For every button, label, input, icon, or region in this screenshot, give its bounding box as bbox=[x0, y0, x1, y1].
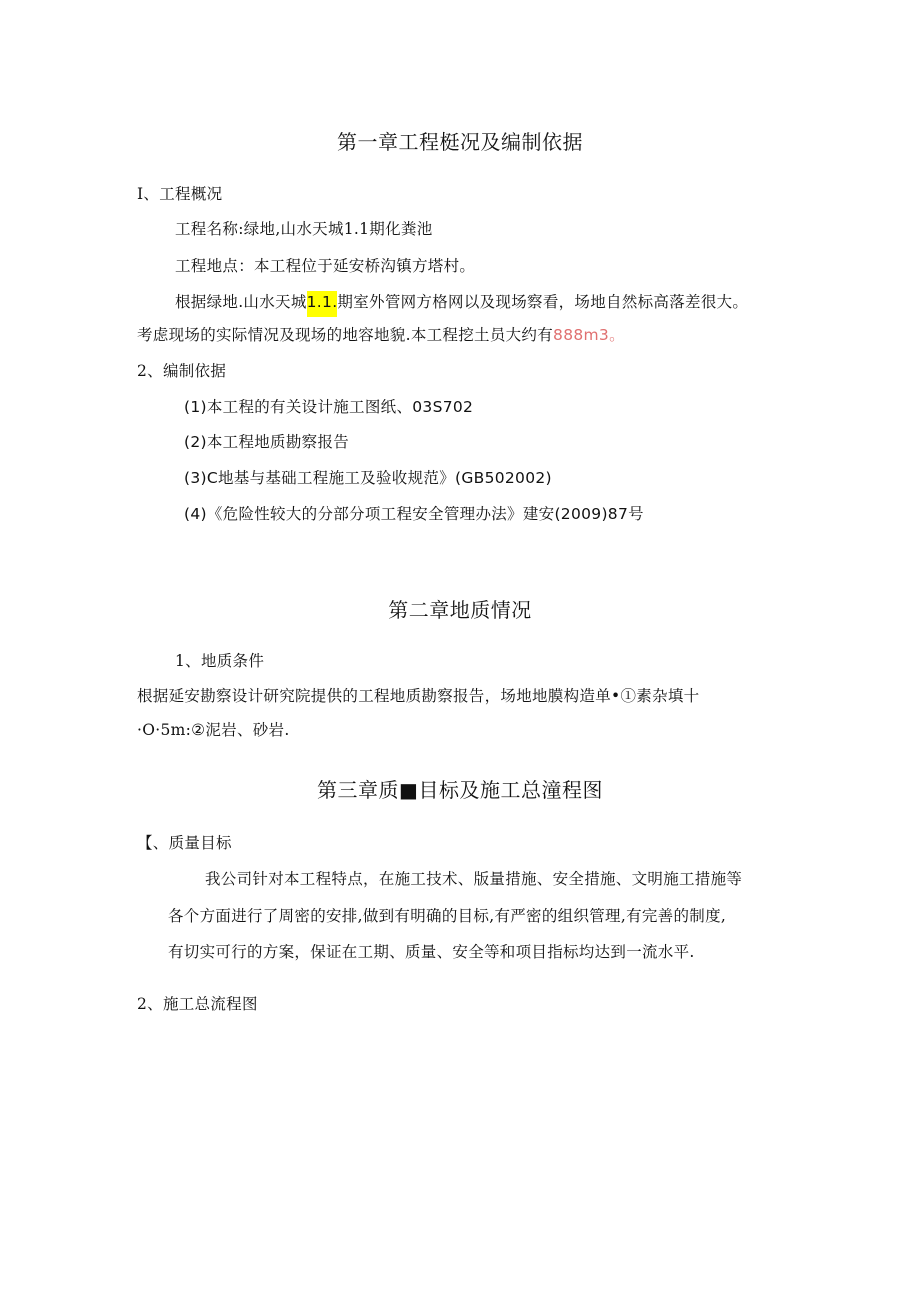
section-heading-quality-target: 【、质量目标 bbox=[137, 834, 232, 852]
excavation-volume: 888m3。 bbox=[553, 326, 625, 344]
section-heading-project-overview: I、工程概况 bbox=[137, 185, 223, 203]
basis-item-2: (2)本工程地质勘察报告 bbox=[184, 433, 350, 451]
quality-paragraph-line-2: 各个方面进行了周密的安排,做到有明确的目标,有严密的组织管理,有完善的制度, bbox=[168, 907, 727, 925]
geology-paragraph-line-2: ·O·5m:②泥岩、砂岩. bbox=[137, 721, 290, 739]
section-heading-flowchart: 2、施工总流程图 bbox=[137, 995, 258, 1013]
geology-paragraph-line-1: 根据延安勘察设计研究院提供的工程地质勘察报告，场地地膜构造单•①素杂填十 bbox=[137, 687, 700, 705]
overview-text-part-2: 期室外管网方格网以及现场察看，场地自然标高落差很大。 bbox=[337, 293, 749, 311]
quality-paragraph-line-1: 我公司针对本工程特点，在施工技术、版量措施、安全措施、文明施工措施等 bbox=[205, 870, 743, 888]
highlighted-phase-number: 1.1. bbox=[307, 291, 338, 317]
basis-item-3: (3)C地基与基础工程施工及验收规范》(GB502002) bbox=[184, 469, 552, 487]
chapter-2-title: 第二章地质情况 bbox=[388, 598, 532, 622]
chapter-1-title: 第一章工程梃况及编制依据 bbox=[337, 130, 583, 154]
section-heading-geology: 1、地质条件 bbox=[175, 652, 265, 670]
chapter-3-title: 第三章质■目标及施工总潼程图 bbox=[317, 778, 603, 802]
quality-paragraph-line-3: 有切实可行的方案，保证在工期、质量、安全等和项目指标均达到一流水平. bbox=[168, 943, 695, 961]
overview-text-part-3: 考虑现场的实际情况及现场的地容地貌.本工程挖土员大约有 bbox=[137, 326, 554, 344]
overview-text-part-1: 根据绿地.山水天城 bbox=[175, 293, 307, 311]
project-location-line: 工程地点：本工程位于延安桥沟镇方塔村。 bbox=[175, 257, 476, 275]
basis-item-1: (1)本工程的有关设计施工图纸、03S702 bbox=[184, 398, 474, 416]
overview-paragraph-line-2 bbox=[137, 325, 625, 345]
overview-paragraph-line-1 bbox=[175, 292, 748, 312]
basis-item-4: (4)《危险性较大的分部分项工程安全管理办法》建安(2009)87号 bbox=[184, 505, 644, 523]
section-heading-basis: 2、编制依据 bbox=[137, 362, 227, 380]
project-name-line: 工程名称:绿地,山水天城1.1期化粪池 bbox=[175, 220, 433, 238]
